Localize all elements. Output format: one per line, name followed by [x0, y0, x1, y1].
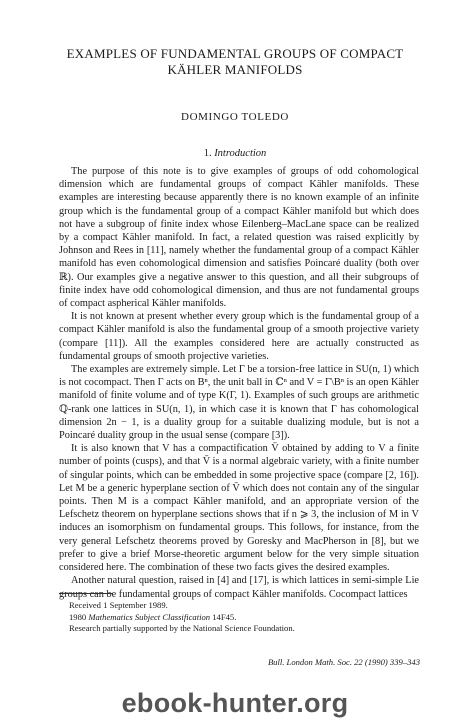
- footnote-received: Received 1 September 1989.: [69, 600, 168, 610]
- footnote-support: Research partially supported by the National Science Foundation.: [69, 623, 295, 633]
- paragraph-5: Another natural question, raised in [4] and [17], is which lattices in semi-simple Lie groups can be fundamental groups of compact Kähler manifolds. Cocompact lattices: [59, 575, 419, 600]
- title-line-1: EXAMPLES OF FUNDAMENTAL GROUPS OF COMPACT: [66, 46, 404, 61]
- paragraph-4: It is also known that V has a compactification V̄ obtained by adding to V a finite number of points (cusps), and that V̄ is a normal algebraic variety, with a finite number of singular points, which can be embedded in some projective space (compare [2, 16]). Let M be a generic hyperplane section of V̄ which does not contain any of the singular points. Then M is a compact Kähler manifold, and an appropriate version of the Lefschetz theorem on hyperplane sections shows that if n ⩾ 3, the inclusion of M in V induces an isomorphism on fundamental groups. This follows, for instance, from the very general Lefschetz theorems proved by Goresky and MacPherson in [8], but we prefer to give a brief Morse-theoretic argument below for the very simple situation considered here. The combination of these two facts gives the desired examples.: [59, 443, 419, 574]
- msc-code: 14F45.: [212, 611, 237, 622]
- section-number: 1.: [203, 148, 212, 159]
- paragraph-1: The purpose of this note is to give examples of groups of odd cohomological dimension which are fundamental groups of compact Kähler manifolds. These examples are interesting because apparently there is no known example of an infinite group which is the fundamental group of a compact Kähler manifold but which does not have a subgroup of finite index whose Eilenberg–MacLane space can be realized by a compact Kähler manifold. In fact, a related question was raised explicitly by Johnson and Rees in [11], namely whether the fundamental group of a compact Kähler manifold has even cohomological dimension and satisfies Poincaré duality (both over ℝ). Our examples give a negative answer to this question, and all their subgroups of finite index have odd cohomological dimension, and thus are not fundamental groups of compact aspherical Kähler manifolds.: [59, 166, 419, 310]
- section-heading: [40, 148, 430, 159]
- author-name: DOMINGO TOLEDO: [181, 111, 289, 123]
- footnote-msc: [69, 612, 419, 624]
- msc-label: Mathematics Subject Classification: [88, 611, 211, 622]
- footnotes: [59, 600, 419, 635]
- footnote-rule: [59, 593, 113, 594]
- paper-title: [40, 46, 430, 78]
- paragraph-3: The examples are extremely simple. Let Γ be a torsion-free lattice in SU(n, 1) which is not cocompact. Then Γ acts on Bⁿ, the unit ball in ℂⁿ and V = Γ\Bⁿ is an open Kähler manifold of finite volume and of type K(Γ, 1). Examples of such groups are arithmetic ℚ-rank one lattices in SU(n, 1), in which case it is known that Γ has cohomological dimension 2n − 1, is a duality group for a suitable dualizing module, but is not a Poincaré duality group in the usual sense (compare [3]).: [59, 364, 419, 442]
- section-name: Introduction: [214, 148, 267, 159]
- body-text: [59, 165, 419, 601]
- msc-year: 1980: [69, 611, 87, 622]
- watermark-logo: ebook-hunter.org: [121, 688, 349, 718]
- journal-citation: Bull. London Math. Soc. 22 (1990) 339–343: [267, 657, 420, 667]
- title-line-2: KÄHLER MANIFOLDS: [167, 62, 303, 77]
- paragraph-2: It is not known at present whether every group which is the fundamental group of a compact Kähler manifold is also the fundamental group of a smooth projective variety (compare [11]). All the examples considered here are actually constructed as fundamental groups of smooth projective varieties.: [59, 311, 419, 362]
